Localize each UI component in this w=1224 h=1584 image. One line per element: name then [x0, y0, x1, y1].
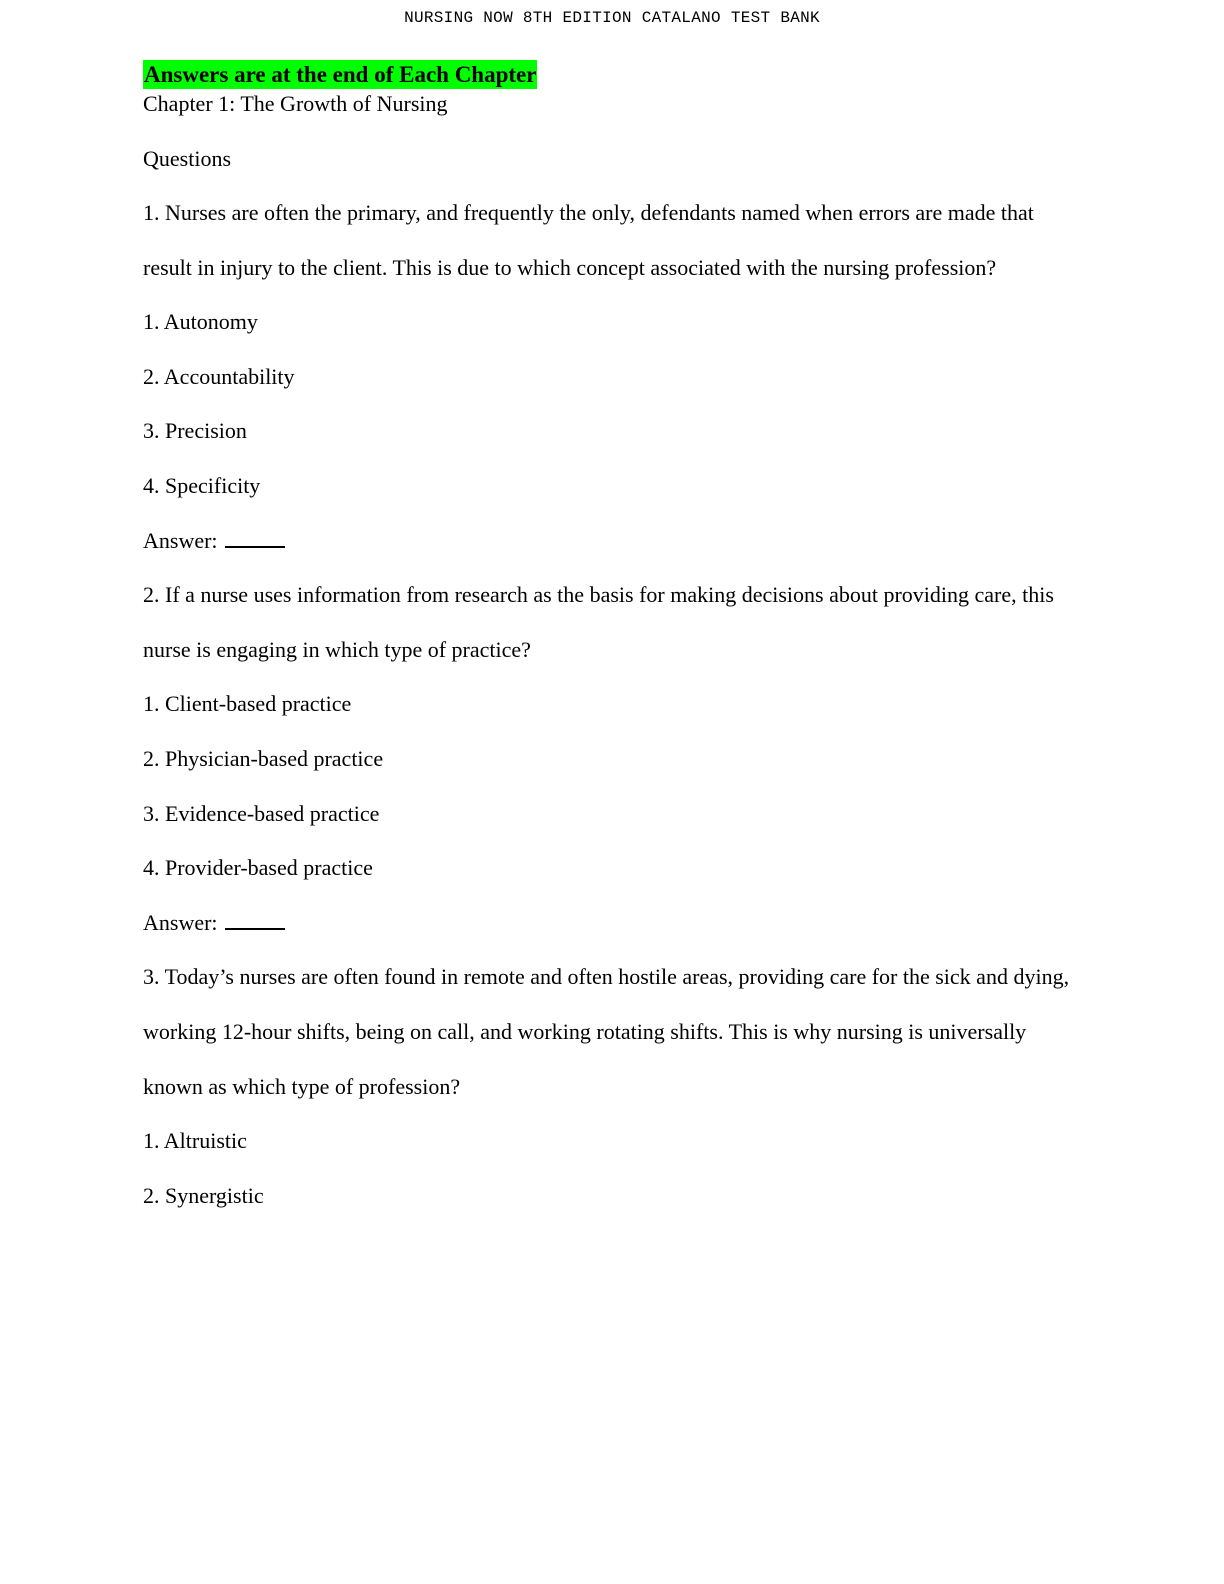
option: 2. Physician-based practice — [143, 745, 384, 771]
option: 2. Synergistic — [143, 1182, 264, 1208]
option: 1. Altruistic — [143, 1128, 247, 1154]
question-2 — [143, 568, 1078, 950]
question-text: 3. Today’s nurses are often found in remote and often hostile areas, providing care for the sick and dying, working 12-hour shifts, being on call, and working rotating shifts. This is why nursing is universally known as which type of profession? — [143, 964, 1070, 1099]
answer-line — [143, 514, 1078, 569]
document-body — [143, 60, 1078, 1223]
option: 1. Client-based practice — [143, 691, 352, 717]
option: 4. Provider-based practice — [143, 855, 373, 881]
question-text: 2. If a nurse uses information from research as the basis for making decisions about providing care, this nurse is engaging in which type of practice? — [143, 582, 1054, 662]
question-text: 1. Nurses are often the primary, and frequently the only, defendants named when errors are made that result in injury to the client. This is due to which concept associated with the nursing profession? — [143, 200, 1034, 280]
chapter-title: Chapter 1: The Growth of Nursing — [143, 91, 448, 116]
option: 3. Precision — [143, 418, 247, 444]
answer-line — [143, 896, 1078, 951]
running-header: NURSING NOW 8TH EDITION CATALANO TEST BANK — [404, 9, 820, 27]
option: 1. Autonomy — [143, 309, 258, 335]
option: 4. Specificity — [143, 472, 261, 498]
answer-label: Answer: — [143, 527, 218, 553]
answer-label: Answer: — [143, 909, 218, 935]
question-3 — [143, 950, 1078, 1223]
option: 3. Evidence-based practice — [143, 800, 380, 826]
answers-banner: Answers are at the end of Each Chapter — [144, 62, 537, 87]
answer-blank — [225, 910, 285, 930]
question-1 — [143, 186, 1078, 568]
answer-blank — [225, 528, 285, 548]
section-label: Questions — [143, 146, 231, 171]
option: 2. Accountability — [143, 363, 295, 389]
